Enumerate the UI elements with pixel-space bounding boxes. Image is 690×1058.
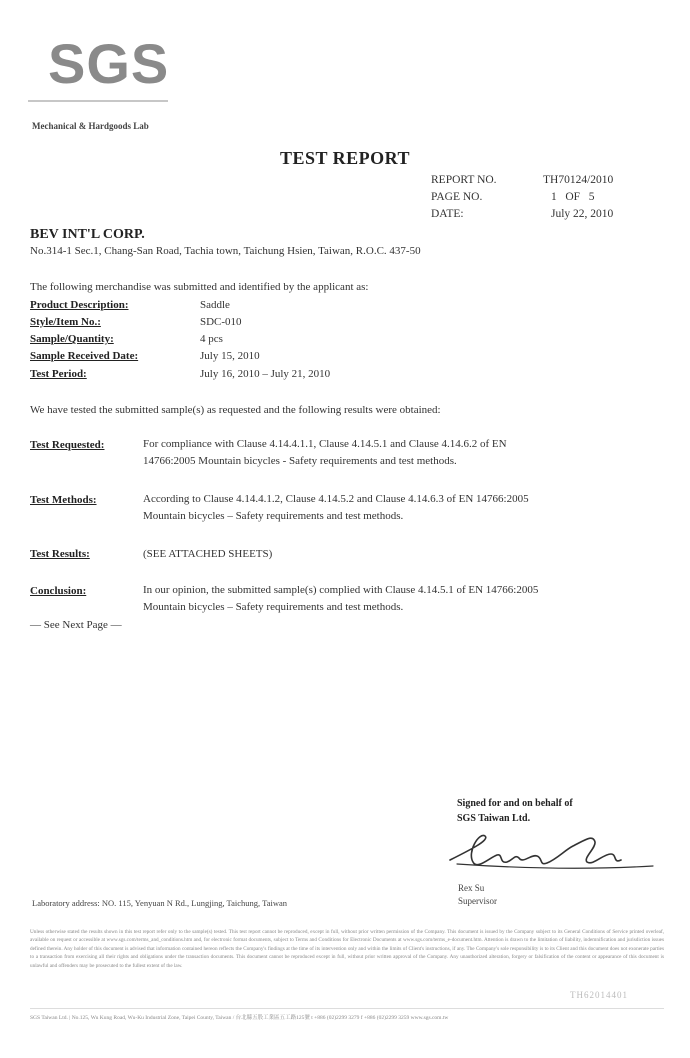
signatory-name: Rex Su xyxy=(458,883,485,893)
date-label: DATE: xyxy=(431,208,464,220)
field-label: Sample/Quantity: xyxy=(30,333,114,345)
field-value: July 15, 2010 xyxy=(200,350,260,362)
text-line: According to Clause 4.14.4.1.2, Clause 4.14.5.2 and Clause 4.14.6.3 of EN 14766:2005 xyxy=(143,493,529,505)
company-name: BEV INT'L CORP. xyxy=(30,227,145,242)
lab-name: Mechanical & Hardgoods Lab xyxy=(32,121,149,131)
test-results-label: Test Results: xyxy=(30,548,90,560)
field-label: Product Description: xyxy=(30,299,129,311)
intro-text: The following merchandise was submitted and identified by the applicant as: xyxy=(30,281,369,293)
see-next-page: — See Next Page — xyxy=(30,619,122,631)
lab-address: Laboratory address: NO. 115, Yenyuan N Rd., Lungjing, Taichung, Taiwan xyxy=(32,898,288,908)
signed-for-company: SGS Taiwan Ltd. xyxy=(457,813,531,824)
test-methods-text xyxy=(143,491,529,525)
handwritten-signature xyxy=(445,828,660,883)
page-no-value: 1 OF 5 xyxy=(551,191,595,203)
field-value: 4 pcs xyxy=(200,333,223,345)
page-title: TEST REPORT xyxy=(279,148,411,168)
logo-divider xyxy=(28,100,168,102)
tested-statement: We have tested the submitted sample(s) as requested and the following results were obtained: xyxy=(30,404,441,416)
page-no-label: PAGE NO. xyxy=(431,191,483,203)
field-label: Style/Item No.: xyxy=(30,316,101,328)
signatory-title: Supervisor xyxy=(458,896,497,906)
field-label: Sample Received Date: xyxy=(30,350,139,362)
company-address: No.314-1 Sec.1, Chang-San Road, Tachia town, Taichung Hsien, Taiwan, R.O.C. 437-50 xyxy=(30,245,421,257)
date-value: July 22, 2010 xyxy=(551,208,614,220)
field-value: July 16, 2010 – July 21, 2010 xyxy=(200,368,331,380)
text-line: For compliance with Clause 4.14.4.1.1, Clause 4.14.5.1 and Clause 4.14.6.2 of EN xyxy=(143,438,507,450)
terms-fine-print: Unless otherwise stated the results shown in this test report refer only to the sample(s) tested. This test report cannot be reproduced, except in full, without prior written permission of the Company. This document is issued by the Company subject to its General Conditions of Service printed overleaf, available on request or accessible at www.sgs.com/terms_and_conditions.htm and, for electronic format documents, subject to Terms and Conditions for Electronic Documents at www.sgs.com/terms_e-document.htm. Attention is drawn to the limitation of liability, indemnification and jurisdiction issues defined therein. Any holder of this document is advised that information contained hereon reflects the Company's findings at the time of its intervention only and within the limits of Client's instructions, if any. The Company's sole responsibility is to its Client and this document does not exonerate parties to a transaction from exercising all their rights and obligations under the transaction documents. This document cannot be reproduced except in full, without prior written approval of the Company. Any unauthorized alteration, forgery or falsification of the content or appearance of this document is unlawful and offenders may be prosecuted to the fullest extent of the law. xyxy=(30,929,664,969)
test-results-value: (SEE ATTACHED SHEETS) xyxy=(143,548,273,560)
document-stamp: TH62014401 xyxy=(570,990,628,1000)
signed-on-behalf xyxy=(457,796,573,826)
conclusion-label: Conclusion: xyxy=(30,585,87,597)
field-value: Saddle xyxy=(200,299,230,311)
text-line: 14766:2005 Mountain bicycles - Safety requirements and test methods. xyxy=(143,455,457,467)
test-methods-label: Test Methods: xyxy=(30,494,97,506)
footer-divider xyxy=(30,1008,664,1009)
sgs-logo: SGS xyxy=(48,32,170,95)
test-requested-text xyxy=(143,436,507,470)
text-line: Mountain bicycles – Safety requirements and test methods. xyxy=(143,510,404,522)
text-line: In our opinion, the submitted sample(s) complied with Clause 4.14.5.1 of EN 14766:2005 xyxy=(143,584,539,596)
signed-for-line: Signed for and on behalf of xyxy=(457,798,573,809)
report-no-value: TH70124/2010 xyxy=(543,174,614,186)
field-value: SDC-010 xyxy=(200,316,242,328)
footer-text: SGS Taiwan Ltd. | No.125, Wu Kung Road, Wu-Ku Industrial Zone, Taipei County, Taiwan / 台北縣五股工業區五工路125號 t +886 (02)2299 3279 f +886 (02)2299 3259 www.sgs.com.tw xyxy=(30,1015,449,1021)
field-label: Test Period: xyxy=(30,368,87,380)
signatory xyxy=(458,882,497,908)
report-no-label: REPORT NO. xyxy=(431,174,497,186)
conclusion-text xyxy=(143,582,538,616)
test-requested-label: Test Requested: xyxy=(30,439,105,451)
text-line: Mountain bicycles – Safety requirements and test methods. xyxy=(143,601,404,613)
